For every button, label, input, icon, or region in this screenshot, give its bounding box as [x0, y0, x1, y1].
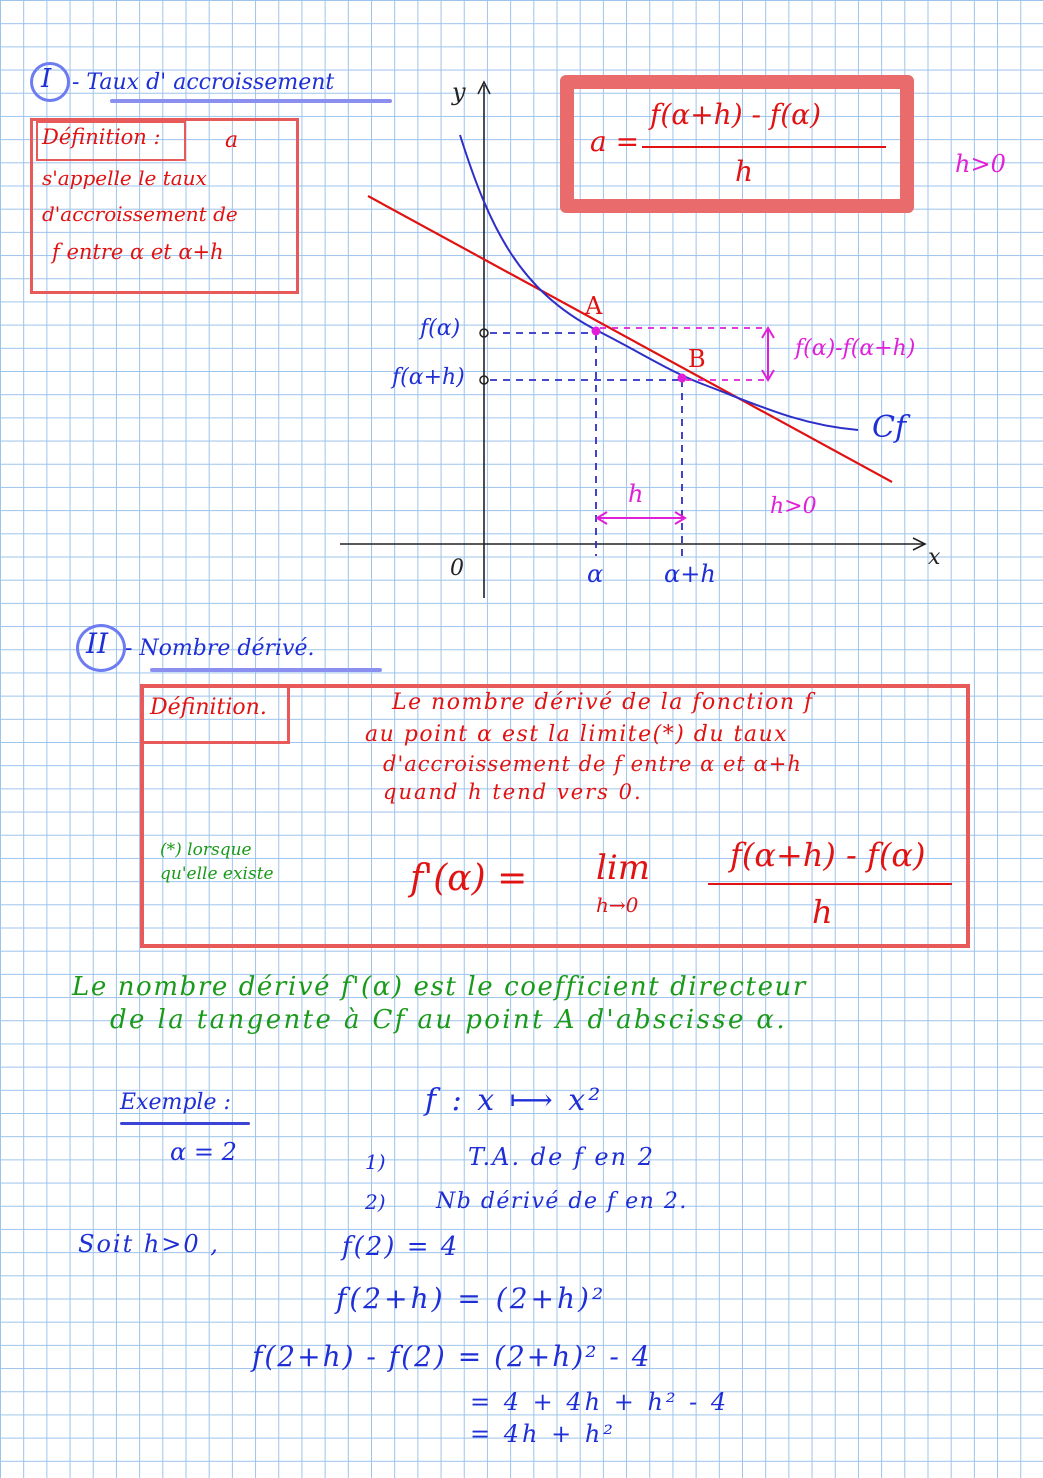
section2-title-underline [150, 668, 382, 672]
section2-definition-line: au point α est la limite(*) du taux [365, 722, 789, 747]
section2-numeral: II [86, 627, 109, 660]
y-axis-label: y [452, 78, 466, 106]
f-alpha-h-label: f(α+h) [392, 365, 465, 390]
example-line: f(2+h) = (2+h)² [336, 1282, 607, 1315]
point-b-marker [678, 374, 687, 383]
section1-definition-line: f entre α et α+h [52, 240, 224, 264]
example-line: f(2) = 4 [342, 1232, 460, 1262]
rate-formula-condition: h>0 [955, 150, 1006, 178]
derivative-formula-lhs: f'(α) = [410, 858, 528, 899]
section1-definition-label: Définition : [42, 125, 161, 149]
rate-formula-lhs: a = [590, 125, 640, 158]
section2-definition-line: Le nombre dérivé de la fonction f [392, 690, 814, 715]
origin-label: 0 [450, 556, 464, 581]
point-a-marker [592, 327, 601, 336]
section2-definition-line: quand h tend vers 0. [383, 780, 643, 804]
example-alpha: α = 2 [170, 1138, 237, 1166]
section2-definition-line: d'accroissement de f entre α et α+h [383, 752, 802, 776]
curve-cf [460, 135, 858, 430]
example-line: f(2+h) - f(2) = (2+h)² - 4 [252, 1340, 652, 1373]
rate-formula-numerator: f(α+h) - f(α) [650, 98, 821, 131]
example-function: f : x ⟼ x² [425, 1083, 604, 1118]
example-soit: Soit h>0 , [78, 1230, 220, 1258]
f-alpha-label: f(α) [420, 316, 461, 341]
h-label: h [628, 480, 644, 508]
derivative-formula-denominator: h [812, 893, 833, 931]
example-line: = 4h + h² [470, 1420, 616, 1448]
footnote-line: qu'elle existe [160, 864, 274, 884]
example-line: = 4 + 4h + h² - 4 [470, 1388, 730, 1416]
example-label: Exemple : [120, 1090, 231, 1115]
example-item: Nb dérivé de f en 2. [436, 1189, 688, 1214]
section1-numeral: I [41, 64, 52, 94]
derivative-formula-lim-sub: h→0 [596, 893, 639, 917]
x-alpha-label: α [587, 560, 604, 588]
footnote-line: (*) lorsque [160, 840, 252, 860]
section1-definition-line: a [225, 128, 239, 153]
section2-definition-label: Définition. [150, 695, 267, 720]
example-item-number: 1) [365, 1150, 386, 1174]
example-item-number: 2) [365, 1190, 386, 1214]
point-a-label: A [585, 292, 603, 320]
diff-label: f(α)-f(α+h) [795, 336, 916, 361]
derivative-fraction-bar [708, 883, 952, 885]
section2-title: - Nombre dérivé. [125, 636, 315, 661]
example-item: T.A. de f en 2 [468, 1143, 655, 1171]
curve-label: Cf [872, 410, 907, 445]
tangent-statement-line: Le nombre dérivé f'(α) est le coefficient directeur [72, 972, 807, 1002]
derivative-formula-lim: lim [596, 848, 650, 888]
section1-definition-line: s'appelle le taux [42, 166, 207, 190]
derivative-formula-numerator: f(α+h) - f(α) [730, 836, 926, 874]
point-b-label: B [688, 345, 706, 373]
example-label-underline [120, 1122, 250, 1125]
section1-title: - Taux d' accroissement [72, 70, 335, 95]
x-alpha-h-label: α+h [664, 560, 716, 588]
section1-definition-line: d'accroissement de [42, 202, 238, 226]
rate-formula-denominator: h [735, 155, 754, 188]
x-axis-label: x [928, 545, 941, 570]
h-condition-label: h>0 [770, 494, 817, 519]
tangent-statement-line: de la tangente à Cf au point A d'abscisse α. [110, 1005, 788, 1035]
